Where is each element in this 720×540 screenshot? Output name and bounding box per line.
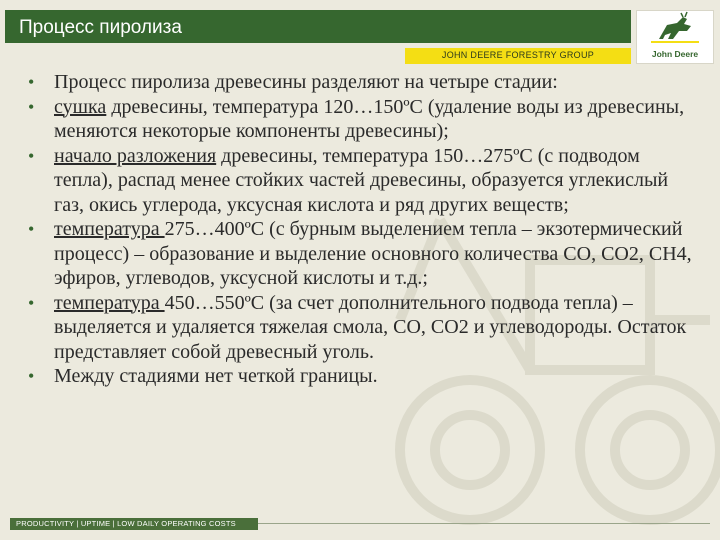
- footer-divider: [258, 523, 710, 524]
- slide-title: Процесс пиролиза: [19, 17, 182, 38]
- bullet-icon: •: [28, 219, 35, 239]
- list-item: [24, 364, 696, 389]
- list-item: [24, 291, 696, 365]
- bullet-icon: •: [28, 72, 35, 92]
- list-item: [24, 70, 696, 95]
- item-text: Между стадиями нет четкой границы.: [54, 365, 378, 387]
- john-deere-logo: [636, 10, 714, 64]
- group-label: JOHN DEERE FORESTRY GROUP: [441, 50, 595, 60]
- bullet-list: [24, 70, 696, 389]
- title-bar: [5, 10, 631, 43]
- logo-wordmark: John Deere: [651, 49, 699, 59]
- item-text: 450…550ºС (за счет дополнительного подвода тепла) – выделяется и удаляется тяжелая смола, СО, СО2 и углеводороды. Остаток представляет собой древесный уголь.: [54, 291, 687, 363]
- item-underlined: начало разложения: [54, 144, 217, 167]
- list-item: [24, 217, 696, 291]
- bullet-icon: •: [28, 292, 35, 313]
- group-label-bar: [405, 48, 631, 64]
- item-text: 275…400ºС (с бурным выделением тепла – экзотермический процесс) – образование и выделение основного количества СО, СО2, СН4, эфиров, углеводов, уксусной кислоты и т.д.;: [54, 218, 692, 289]
- bullet-icon: •: [28, 96, 35, 117]
- list-item: [24, 95, 696, 144]
- item-underlined: температура: [54, 218, 165, 240]
- item-text: Процесс пиролиза древесины разделяют на четыре стадии:: [54, 71, 558, 93]
- item-underlined: температура: [54, 291, 165, 314]
- item-underlined: сушка: [54, 95, 107, 118]
- footer-text: PRODUCTIVITY | UPTIME | LOW DAILY OPERATING COSTS: [16, 519, 236, 528]
- footer-bar: [10, 518, 258, 530]
- bullet-icon: •: [28, 366, 35, 386]
- list-item: [24, 144, 696, 218]
- bullet-icon: •: [28, 145, 35, 166]
- deer-icon: [637, 11, 713, 49]
- item-text: древесины, температура 120…150ºС (удаление воды из древесины, меняются некоторые компоненты древесины);: [54, 95, 685, 142]
- item-text: древесины, температура 150…275ºС (с подводом тепла), распад менее стойких частей древесины, образуется углекислый газ, окись углерода, уксусная кислота и ряд других веществ;: [54, 144, 669, 216]
